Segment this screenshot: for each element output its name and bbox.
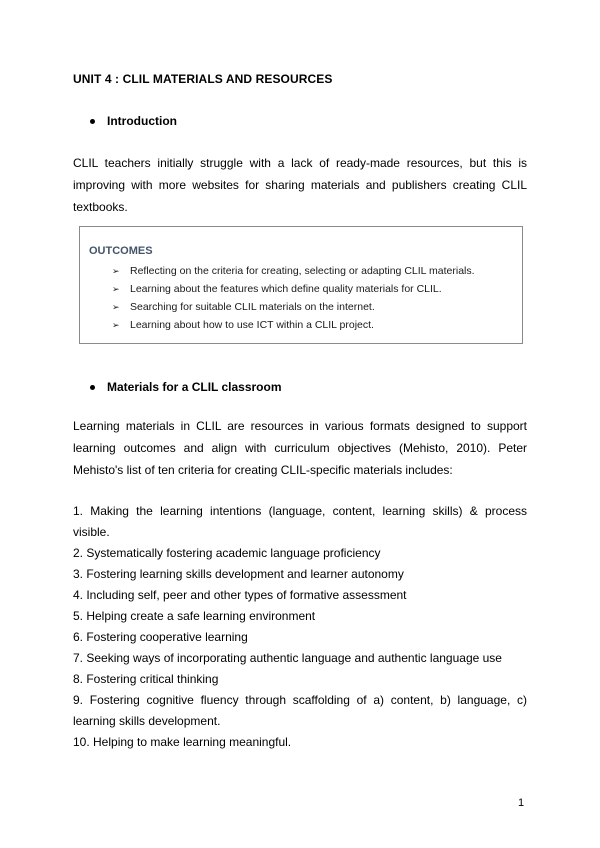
page-number: 1 — [518, 797, 525, 809]
list-item: 8. Fostering critical thinking — [73, 672, 219, 686]
materials-heading-label: Materials for a CLIL classroom — [107, 380, 282, 394]
list-item: 6. Fostering cooperative learning — [73, 630, 248, 644]
outcome-item — [112, 262, 475, 280]
outcome-item — [112, 298, 475, 316]
bullet-dot-icon — [90, 119, 95, 124]
list-item: 5. Helping create a safe learning environment — [73, 609, 316, 623]
arrow-right-icon: ➢ — [112, 265, 120, 276]
materials-heading — [90, 380, 282, 394]
outcome-item-label: Learning about the features which define quality materials for CLIL. — [130, 283, 442, 295]
list-item: 10. Helping to make learning meaningful. — [73, 735, 292, 749]
outcome-item — [112, 280, 475, 298]
list-item: 4. Including self, peer and other types of formative assessment — [73, 588, 407, 602]
unit-title: UNIT 4 : CLIL MATERIALS AND RESOURCES — [73, 72, 333, 86]
list-item: 3. Fostering learning skills development and learner autonomy — [73, 567, 404, 581]
outcome-item-label: Reflecting on the criteria for creating, selecting or adapting CLIL materials. — [130, 265, 475, 277]
list-item: 1. Making the learning intentions (language, content, learning skills) & process visible. — [73, 504, 527, 539]
outcome-item-label: Searching for suitable CLIL materials on the internet. — [130, 301, 375, 313]
arrow-right-icon: ➢ — [112, 319, 120, 330]
list-item: 7. Seeking ways of incorporating authentic language and authentic language use — [73, 651, 502, 665]
outcome-item — [112, 316, 475, 334]
arrow-right-icon: ➢ — [112, 301, 120, 312]
introduction-heading — [90, 114, 177, 128]
outcomes-title: OUTCOMES — [89, 245, 153, 257]
outcomes-list — [112, 262, 475, 334]
introduction-paragraph: CLIL teachers initially struggle with a lack of ready-made resources, but this is improving with more websites for sharing materials and publishers creating CLIL textbooks. — [73, 156, 527, 214]
list-item: 2. Systematically fostering academic language proficiency — [73, 546, 381, 560]
arrow-right-icon: ➢ — [112, 283, 120, 294]
bullet-dot-icon — [90, 385, 95, 390]
introduction-heading-label: Introduction — [107, 114, 177, 128]
outcomes-box — [79, 226, 523, 344]
criteria-list — [73, 501, 527, 753]
list-item: 9. Fostering cognitive fluency through scaffolding of a) content, b) language, c) learning skills development. — [73, 693, 527, 728]
outcome-item-label: Learning about how to use ICT within a CLIL project. — [130, 319, 374, 331]
materials-paragraph: Learning materials in CLIL are resources in various formats designed to support learning outcomes and align with curriculum objectives (Mehisto, 2010). Peter Mehisto's list of ten criteria for creating CLIL-specific materials includes: — [73, 419, 527, 477]
